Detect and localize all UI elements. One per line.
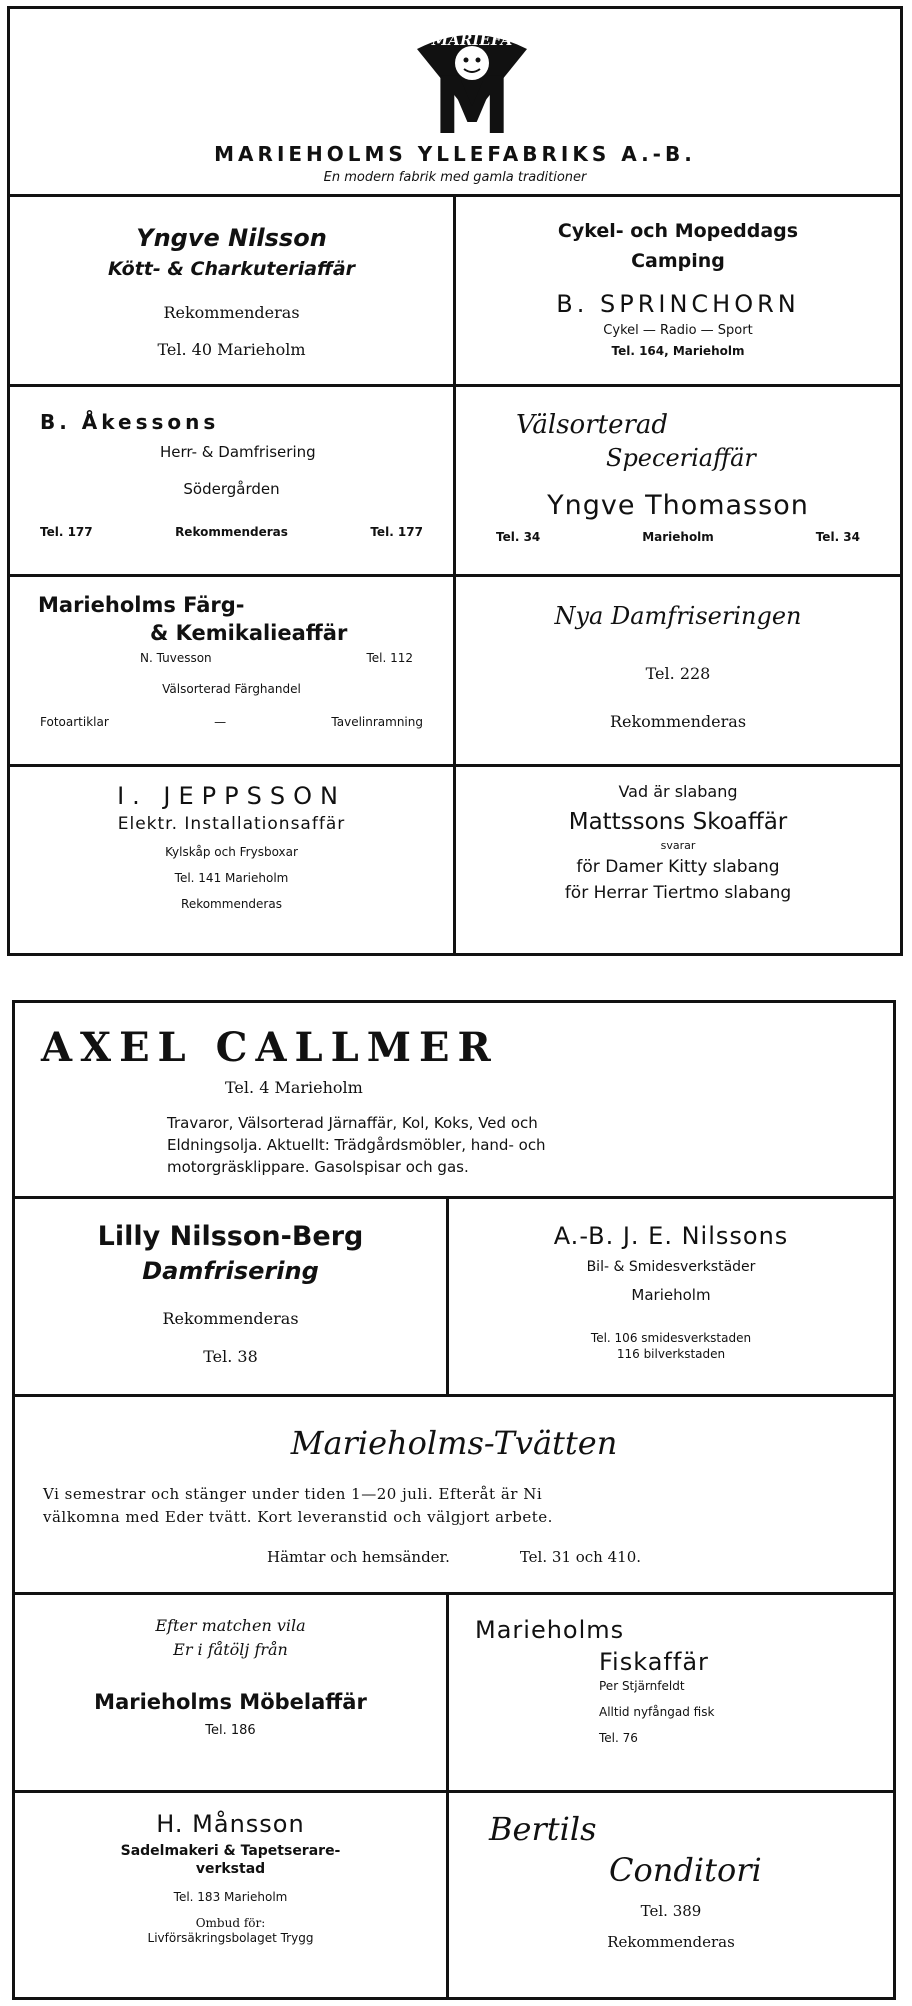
- ad-tel: Tel. 228: [645, 663, 711, 683]
- axel-callmer-ad: [15, 1003, 893, 1196]
- ad-line-2: Er i fåtölj från: [173, 1640, 288, 1660]
- ad-title: H. Månsson: [156, 1810, 305, 1838]
- ad-dash: —: [214, 715, 227, 730]
- farg-kemikalie-ad: [10, 577, 456, 764]
- ad-tel: Tel. 186: [205, 1722, 256, 1738]
- ad-note: Rekommenderas: [181, 896, 282, 911]
- ad-tel: Tel. 141 Marieholm: [174, 870, 289, 885]
- ad-place: Marieholm: [642, 529, 714, 544]
- je-nilssons-ad: [449, 1199, 893, 1394]
- ad-goods: Cykel — Radio — Sport: [603, 323, 753, 339]
- ad-line-1: Vi semestrar och stänger under tiden 1—20 juli. Efteråt är Ni: [43, 1484, 543, 1503]
- ad-sheet-1: [7, 6, 903, 956]
- ad-title: I. JEPPSSON: [117, 782, 346, 810]
- mobelaffar-ad: [15, 1595, 449, 1790]
- ad-title: Marieholms Möbelaffär: [94, 1689, 367, 1714]
- ad-owner: Per Stjärnfeldt: [599, 1679, 685, 1694]
- logo-text: MARIEFA: [431, 31, 513, 49]
- ad-tel: Tel. 31 och 410.: [519, 1548, 642, 1567]
- ad-line-1: Cykel- och Mopeddags: [557, 220, 799, 242]
- ad-line-2: Fiskaffär: [599, 1647, 709, 1676]
- ad-line-3: Välsorterad Färghandel: [162, 682, 301, 697]
- ad-business: Elektr. Installationsaffär: [117, 813, 346, 834]
- ad-place: Södergården: [183, 480, 280, 499]
- ad-line-2: Camping: [631, 249, 725, 272]
- ad-line-1: Välsorterad: [516, 410, 669, 440]
- ad-tel: Tel. 34: [815, 529, 860, 544]
- ad-tel: Tel. 183 Marieholm: [173, 1889, 288, 1904]
- ad-tel: Tel. 177: [40, 524, 93, 539]
- ad-tel-2: 116 bilverkstaden: [616, 1346, 726, 1361]
- company-name: MARIEHOLMS YLLEFABRIKS A.-B.: [214, 142, 696, 166]
- ad-line-1: Marieholms Färg-: [38, 593, 245, 617]
- ad-line-2: välkomna med Eder tvätt. Kort leveranstid och välgjort arbete.: [43, 1508, 553, 1527]
- ad-business-1: Sadelmakeri & Tapetserare-: [120, 1842, 341, 1859]
- ad-line-1: Bertils: [489, 1810, 597, 1848]
- fiskaffar-ad: [449, 1595, 893, 1790]
- ad-goods: Kylskåp och Frysboxar: [165, 845, 298, 860]
- ad-line-3: motorgräsklippare. Gasolspisar och gas.: [167, 1158, 469, 1176]
- ad-title: Mattssons Skoaffär: [568, 809, 788, 836]
- ad-note: Rekommenderas: [163, 303, 300, 323]
- ad-title: AXEL CALLMER: [41, 1024, 499, 1071]
- ad-tel: Tel. 40 Marieholm: [157, 339, 306, 359]
- ad-line-2: & Kemikalieaffär: [150, 621, 348, 646]
- ad-place: Marieholm: [631, 1285, 711, 1304]
- thomasson-ad: [456, 387, 900, 574]
- ad-sheet-2: [12, 1000, 896, 2000]
- ad-note: Rekommenderas: [609, 711, 747, 731]
- ad-line-1: Vad är slabang: [618, 782, 738, 801]
- ad-title: B. SPRINCHORN: [556, 289, 800, 318]
- ad-line-1: Travaror, Välsorterad Järnaffär, Kol, Koks, Ved och: [167, 1114, 538, 1132]
- ad-note: Rekommenderas: [162, 1308, 299, 1328]
- ad-business: Bil- & Smidesverkstäder: [586, 1258, 756, 1275]
- ad-tel: Tel. 76: [599, 1730, 638, 1745]
- nya-damfriseringen-ad: [456, 577, 900, 764]
- ad-line-2: Eldningsolja. Aktuellt: Trädgårdsmöbler, hand- och: [167, 1136, 546, 1154]
- ad-line-4: för Herrar Tiertmo slabang: [564, 883, 792, 904]
- ad-line-2: Conditori: [609, 1850, 762, 1889]
- ad-title: Lilly Nilsson-Berg: [97, 1221, 364, 1252]
- yngve-nilsson-ad: [10, 197, 456, 384]
- yllefabrik-logo: [377, 17, 567, 137]
- ad-tel-1: Tel. 106 smidesverkstaden: [590, 1330, 752, 1345]
- ad-agent-2: Livförsäkringsbolaget Trygg: [147, 1931, 314, 1946]
- ad-line-3: för Damer Kitty slabang: [576, 857, 780, 878]
- ad-business-2: verkstad: [195, 1860, 266, 1877]
- marieholms-yllefabrik-ad: [10, 9, 900, 194]
- ad-tel: Tel. 34: [496, 529, 541, 544]
- jeppsson-ad: [10, 767, 456, 953]
- logo-letter: M: [433, 62, 511, 137]
- ad-owner: N. Tuvesson: [140, 651, 212, 666]
- ad-line-2: Speceriaffär: [606, 443, 756, 472]
- ad-title: Yngve Nilsson: [136, 224, 327, 252]
- ad-tel: Tel. 112: [366, 651, 413, 666]
- ad-agent-1: Ombud för:: [195, 1915, 266, 1930]
- ad-business: Herr- & Damfrisering: [160, 443, 316, 461]
- bertils-conditori-ad: [449, 1793, 893, 1997]
- ad-right-item: Tavelinramning: [331, 715, 423, 730]
- lilly-nilsson-berg-ad: [15, 1199, 449, 1394]
- ad-note: Rekommenderas: [175, 524, 288, 539]
- ad-line-2: svarar: [660, 838, 696, 852]
- ad-note: Rekommenderas: [607, 1932, 735, 1951]
- mattssons-ad: [456, 767, 900, 953]
- company-tagline: En modern fabrik med gamla traditioner: [323, 170, 587, 185]
- ad-left-item: Fotoartiklar: [40, 715, 109, 730]
- ad-title: B. Åkessons: [40, 410, 220, 434]
- akessons-ad: [10, 387, 456, 574]
- ad-tel: Tel. 164, Marieholm: [611, 344, 745, 359]
- ad-title: A.-B. J. E. Nilssons: [553, 1222, 789, 1250]
- ad-title: Nya Damfriseringen: [554, 602, 802, 630]
- marieholms-tvatten-ad: [15, 1394, 893, 1592]
- ad-tel: Tel. 389: [640, 1901, 702, 1920]
- ad-title: Marieholms-Tvätten: [290, 1424, 618, 1462]
- ad-service: Hämtar och hemsänder.: [266, 1548, 450, 1567]
- ad-note: Alltid nyfångad fisk: [599, 1704, 715, 1719]
- ad-line-1: Efter matchen vila: [155, 1616, 306, 1635]
- ad-tel: Tel. 4 Marieholm: [225, 1078, 363, 1097]
- ad-business: Damfrisering: [142, 1257, 319, 1286]
- ad-business: Kött- & Charkuteriaffär: [107, 257, 356, 280]
- sprinchorn-ad: [456, 197, 900, 384]
- ad-line-1: Marieholms: [475, 1616, 625, 1644]
- ad-tel: Tel. 38: [203, 1347, 258, 1367]
- mansson-ad: [15, 1793, 449, 1997]
- ad-title: Yngve Thomasson: [547, 490, 809, 522]
- ad-tel: Tel. 177: [370, 524, 423, 539]
